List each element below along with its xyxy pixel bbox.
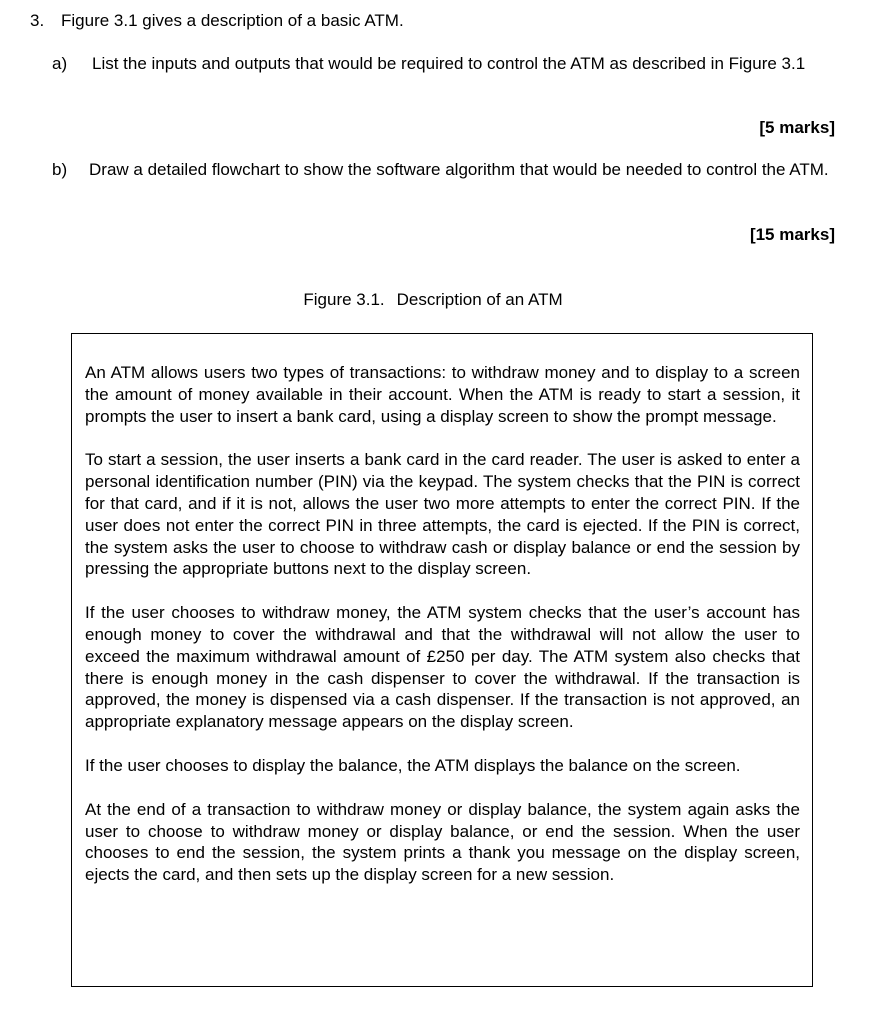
part-b-label: b) (52, 160, 68, 179)
figure-number: Figure 3.1. (303, 290, 385, 309)
question-text: Figure 3.1 gives a description of a basic ATM. (61, 11, 404, 30)
figure-description-box (71, 333, 813, 987)
part-a (52, 53, 842, 75)
part-a-marks: [5 marks] (759, 118, 835, 137)
figure-caption-text: Description of an ATM (396, 290, 563, 309)
description-paragraph-3: If the user chooses to withdraw money, the ATM system checks that the user’s account has enough money to cover the withdrawal and that the withdrawal will not allow the user to exceed the maximum withdrawal amount of £250 per day. The ATM system also checks that there is enough money in the cash dispenser to cover the withdrawal. If the transaction is approved, the money is dispensed via a cash dispenser. If the transaction is not approved, an appropriate explanatory message appears on the display screen. (85, 603, 800, 732)
question-number: 3. (30, 11, 45, 30)
part-b (52, 159, 842, 181)
part-a-text: List the inputs and outputs that would be required to control the ATM as described in Figure 3.1 (92, 54, 806, 73)
part-b-marks: [15 marks] (749, 225, 835, 244)
description-paragraph-2: To start a session, the user inserts a bank card in the card reader. The user is asked to enter a personal identification number (PIN) via the keypad. The system checks that the PIN is correct for that card, and if it is not, allows the user two more attempts to enter the correct PIN. If the user does not enter the correct PIN in three attempts, the card is ejected. If the PIN is correct, the system asks the user to choose to withdraw cash or display balance or end the session by pressing the appropriate buttons next to the display screen. (85, 450, 800, 579)
description-paragraph-1: An ATM allows users two types of transactions: to withdraw money and to display to a screen the amount of money available in their account. When the ATM is ready to start a session, it prompts the user to insert a bank card, using a display screen to show the prompt message. (85, 363, 800, 426)
description-paragraph-5: At the end of a transaction to withdraw money or display balance, the system again asks the user to choose to withdraw money or display balance, or end the session. When the user chooses to end the session, the system prints a thank you message on the display screen, ejects the card, and then sets up the display screen for a new session. (85, 799, 800, 885)
description-paragraph-4: If the user chooses to display the balance, the ATM displays the balance on the screen. (85, 755, 741, 775)
part-b-text: Draw a detailed flowchart to show the software algorithm that would be needed to control the ATM. (89, 160, 829, 179)
question-heading (30, 10, 404, 32)
part-a-label: a) (52, 54, 68, 73)
figure-caption (0, 289, 866, 311)
